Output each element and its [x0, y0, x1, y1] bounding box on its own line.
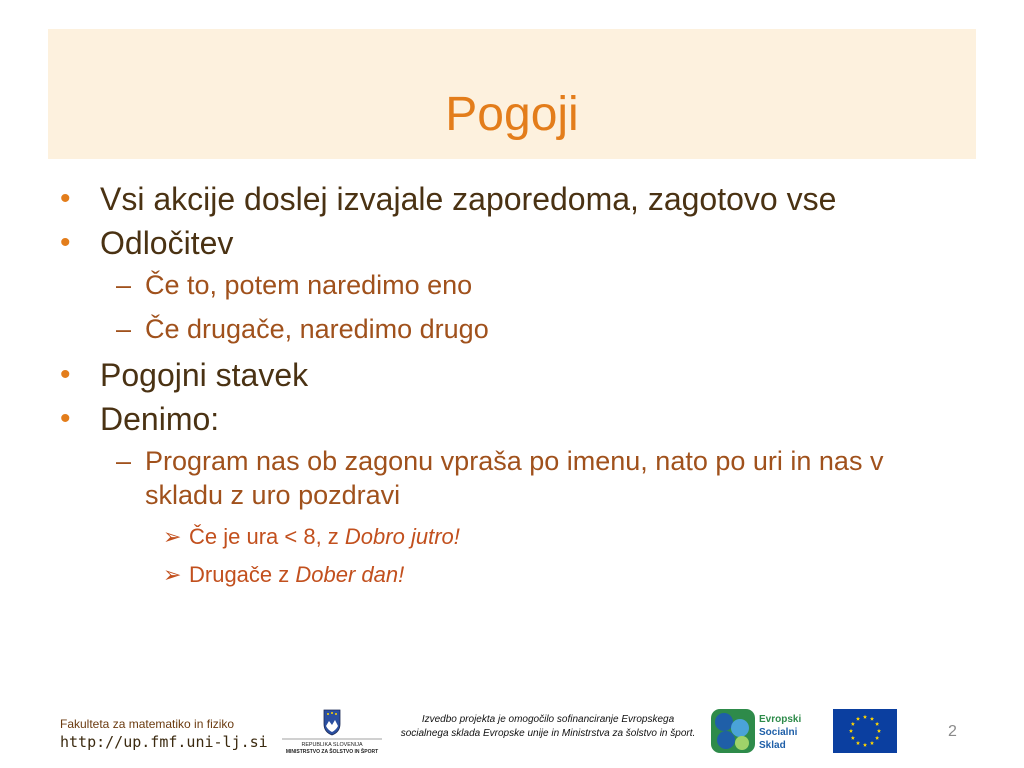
dash-icon: –: [116, 270, 132, 300]
sub-bullet-text: Če to, potem naredimo eno: [145, 270, 473, 300]
sub-sub-bullet-text: Drugače z: [189, 562, 296, 587]
esf-line-2: Socialni: [759, 727, 798, 738]
faculty-name: Fakulteta za matematiko in fiziko: [60, 717, 235, 731]
sub-sub-bullet-item: [56, 522, 956, 552]
slide-content: [56, 180, 956, 598]
esf-line-1: Evropski: [759, 714, 802, 725]
bullet-text: Vsi akcije doslej izvajale zaporedoma, zagotovo vse: [100, 181, 837, 217]
bullet-item-2: [56, 224, 956, 262]
dash-icon: –: [116, 314, 132, 344]
bullet-item-1: [56, 180, 956, 218]
greeting-text: Dober dan!: [295, 562, 405, 587]
esf-line-3: Sklad: [759, 740, 786, 751]
greeting-text: Dobro jutro!: [344, 524, 460, 549]
ministry-line-1: REPUBLIKA SLOVENIJA: [301, 742, 363, 748]
page-number: 2: [948, 723, 957, 740]
bullet-dot-icon: •: [60, 358, 71, 391]
bullet-text: Odločitev: [100, 225, 234, 261]
ministry-logo: [280, 706, 384, 756]
bullet-dot-icon: •: [60, 182, 71, 215]
slide-title: Pogoji: [445, 88, 579, 141]
footer-faculty: [60, 716, 268, 752]
bullet-item-4: [56, 400, 956, 438]
sub-sub-bullet-text: Če je ura < 8, z: [189, 524, 345, 549]
faculty-url-link[interactable]: http://up.fmf.uni-lj.si: [60, 733, 268, 751]
sub-bullet-item: [56, 312, 956, 346]
bullet-dot-icon: •: [60, 226, 71, 259]
dash-icon: –: [116, 446, 132, 476]
esf-emblem-icon: [711, 709, 755, 753]
slovenia-coat-of-arms-icon: [324, 710, 340, 735]
sub-sub-bullet-item: [56, 560, 956, 590]
bullet-text: Denimo:: [100, 401, 220, 437]
sub-bullet-item: [56, 268, 956, 302]
arrow-bullet-icon: ➢: [163, 524, 182, 549]
esf-logo: [710, 708, 812, 754]
eu-flag-icon: [833, 709, 897, 753]
bullet-text: Pogojni stavek: [100, 357, 309, 393]
funding-statement: Izvedbo projekta je omogočilo sofinanciranje Evropskega socialnega sklada Evropske unije in Ministrstva za šolstvo in šport.: [400, 714, 696, 739]
bullet-item-3: [56, 356, 956, 394]
sub-bullet-text: Program nas ob zagonu vpraša po imenu, nato po uri in nas v skladu z uro pozdravi: [145, 446, 884, 510]
title-band: [48, 29, 976, 159]
bullet-dot-icon: •: [60, 402, 71, 435]
ministry-line-2: MINISTRSTVO ZA ŠOLSTVO IN ŠPORT: [285, 749, 379, 755]
arrow-bullet-icon: ➢: [163, 562, 182, 587]
sub-bullet-text: Če drugače, naredimo drugo: [145, 314, 489, 344]
sub-bullet-item: [56, 444, 956, 512]
